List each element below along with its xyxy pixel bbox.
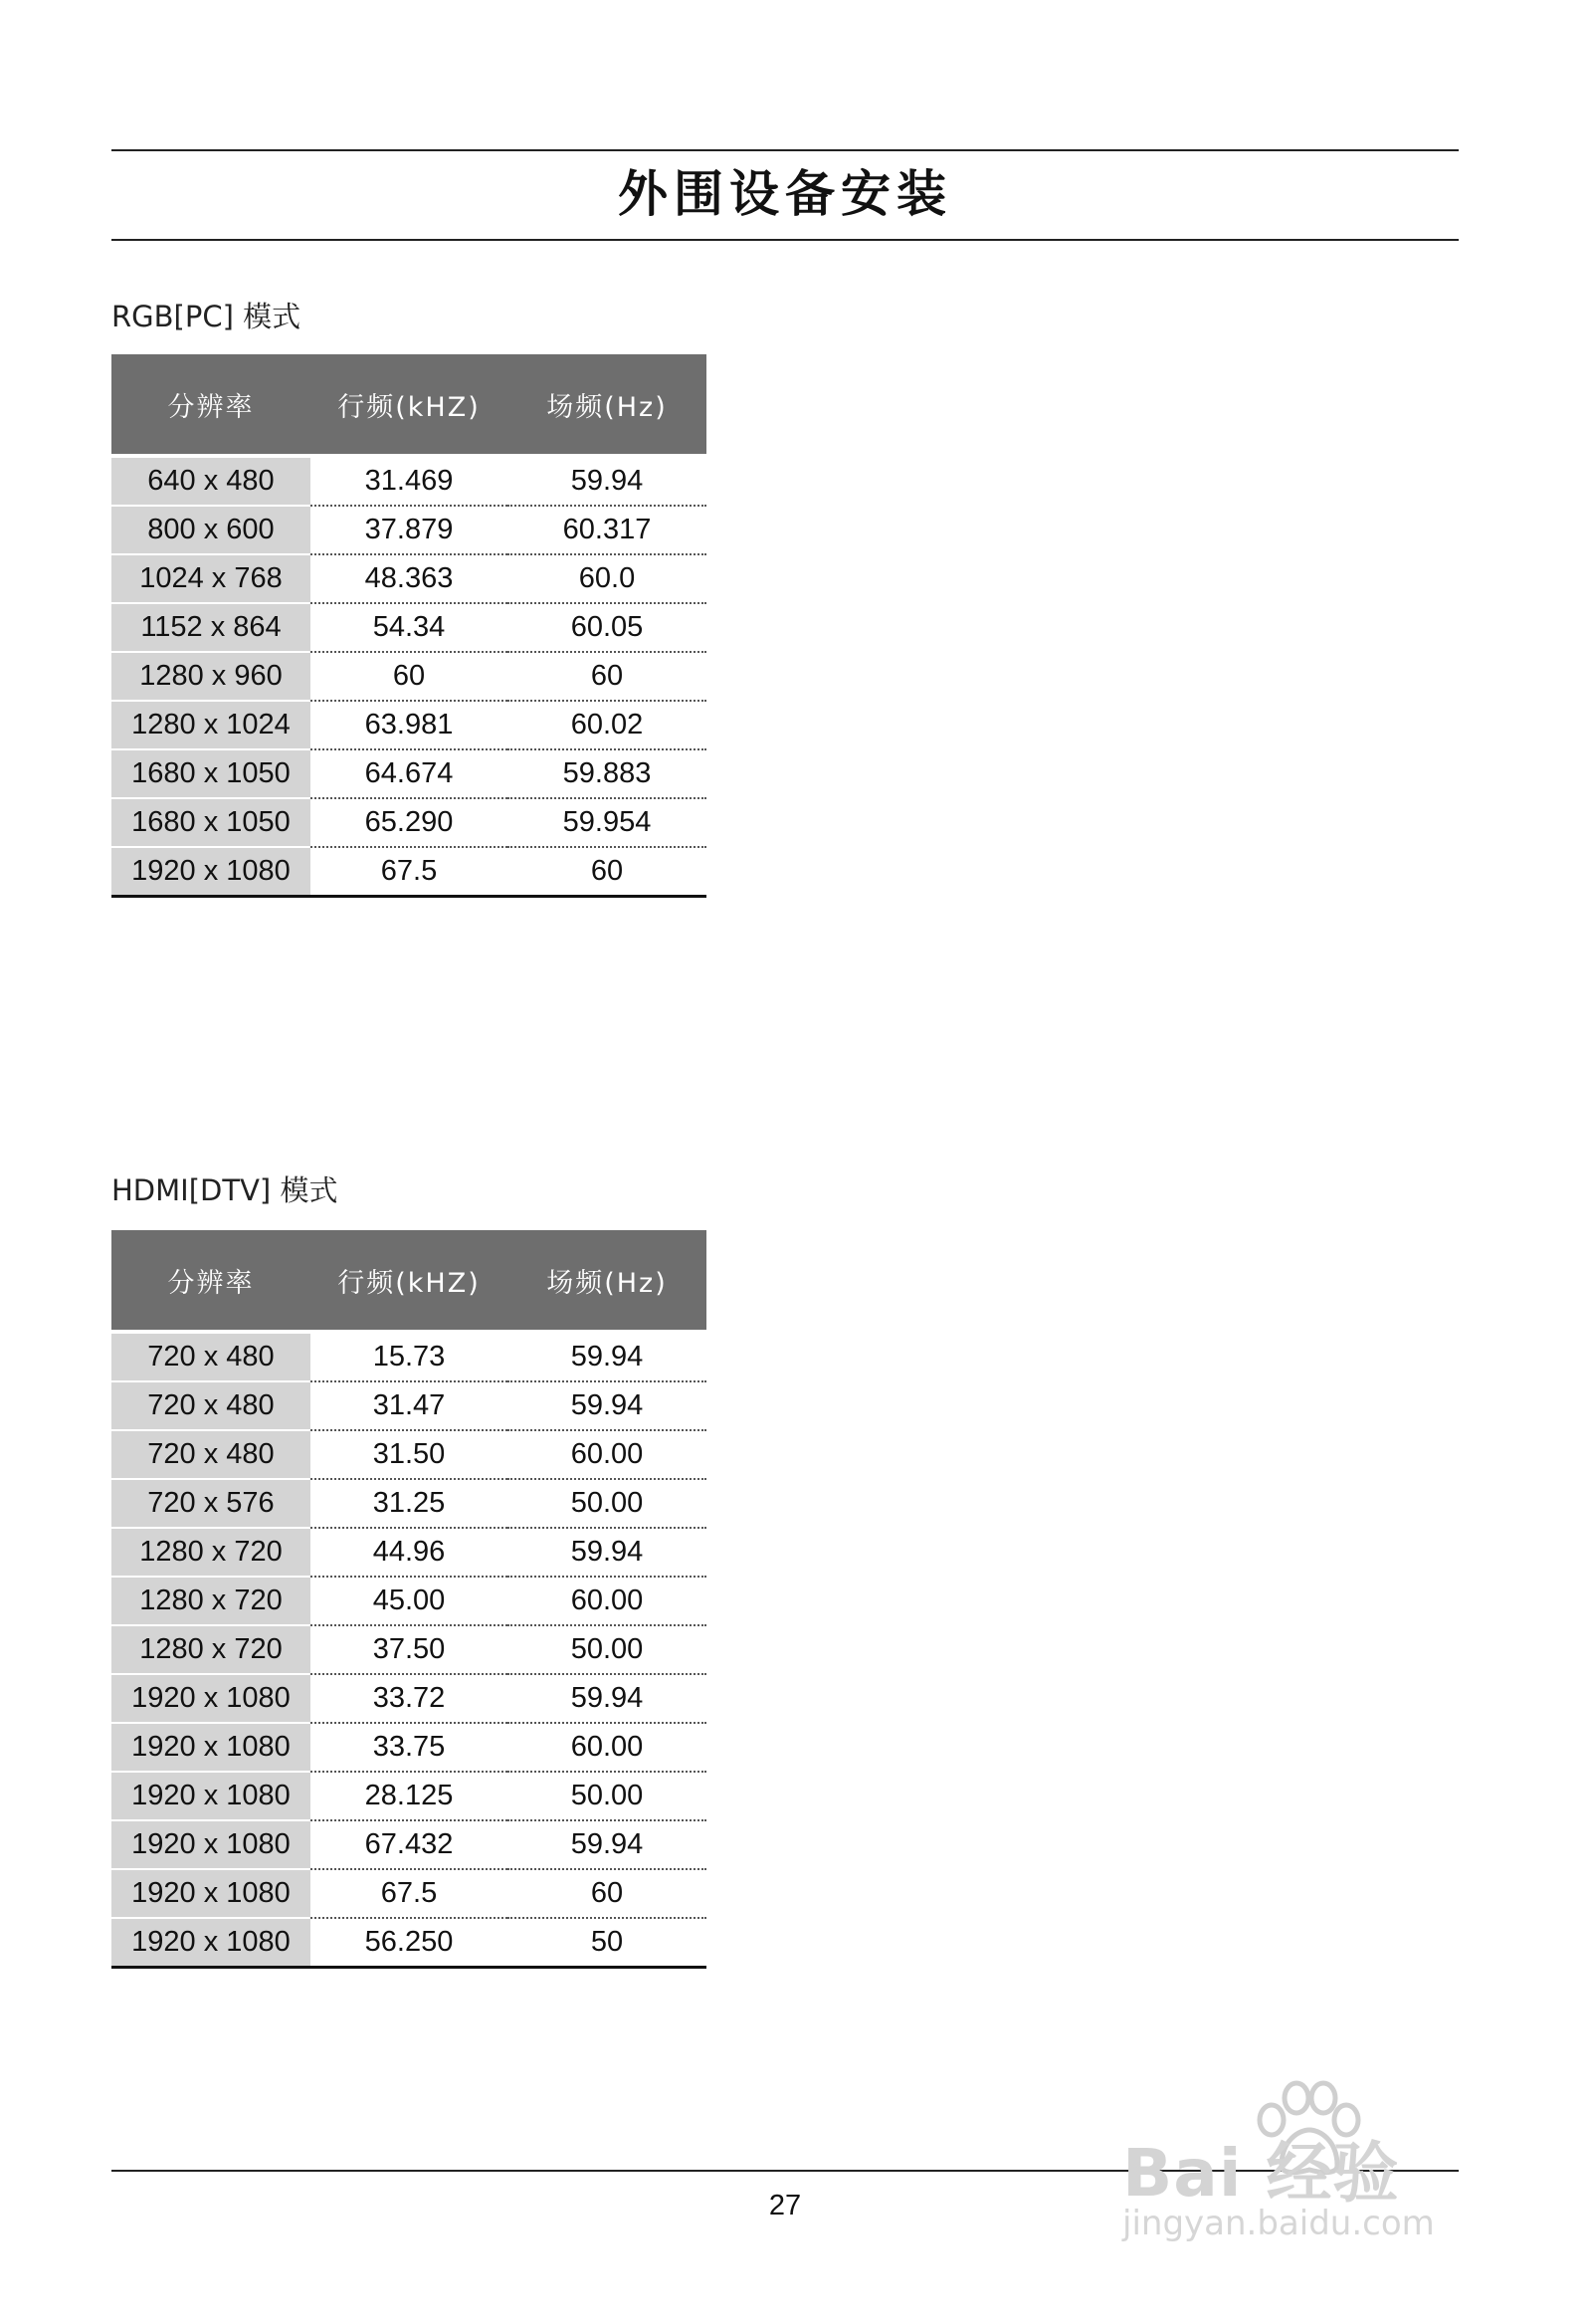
resolution-cell: 720 x 480 — [111, 1430, 310, 1479]
vertical-frequency-cell: 50.00 — [507, 1479, 706, 1528]
watermark-brand: Bai 经验 — [1122, 2135, 1400, 2212]
horizontal-frequency-cell: 31.469 — [310, 456, 507, 506]
table-row — [111, 456, 706, 506]
table-row — [111, 1918, 706, 1968]
resolution-cell: 1280 x 960 — [111, 652, 310, 701]
horizontal-frequency-cell: 54.34 — [310, 603, 507, 652]
vertical-frequency-cell: 60.0 — [507, 554, 706, 603]
vertical-frequency-cell: 50.00 — [507, 1772, 706, 1820]
vertical-frequency-cell: 60.02 — [507, 701, 706, 749]
horizontal-frequency-cell: 63.981 — [310, 701, 507, 749]
resolution-cell: 1280 x 720 — [111, 1577, 310, 1625]
horizontal-frequency-cell: 60 — [310, 652, 507, 701]
watermark — [1122, 2078, 1500, 2257]
table-row — [111, 1332, 706, 1381]
resolution-cell: 720 x 480 — [111, 1332, 310, 1381]
vertical-frequency-cell: 60.05 — [507, 603, 706, 652]
horizontal-frequency-cell: 44.96 — [310, 1528, 507, 1577]
horizontal-frequency-cell: 37.50 — [310, 1625, 507, 1674]
hdmi-mode-table — [111, 1230, 706, 1969]
vertical-frequency-cell: 60.00 — [507, 1577, 706, 1625]
horizontal-frequency-cell: 31.25 — [310, 1479, 507, 1528]
vertical-frequency-cell: 59.94 — [507, 456, 706, 506]
resolution-cell: 1920 x 1080 — [111, 1820, 310, 1869]
vertical-frequency-cell: 59.94 — [507, 1674, 706, 1723]
horizontal-frequency-cell: 31.47 — [310, 1381, 507, 1430]
horizontal-frequency-cell: 67.5 — [310, 847, 507, 897]
table-row — [111, 603, 706, 652]
horizontal-frequency-cell: 31.50 — [310, 1430, 507, 1479]
horizontal-frequency-cell: 37.879 — [310, 506, 507, 554]
vertical-frequency-cell: 60 — [507, 847, 706, 897]
hdmi-section-label: HDMI[DTV] 模式 — [111, 1173, 338, 1207]
vertical-frequency-cell: 60.317 — [507, 506, 706, 554]
horizontal-frequency-cell: 67.432 — [310, 1820, 507, 1869]
vertical-frequency-cell: 50.00 — [507, 1625, 706, 1674]
resolution-cell: 720 x 576 — [111, 1479, 310, 1528]
horizontal-frequency-cell: 64.674 — [310, 749, 507, 798]
horizontal-frequency-cell: 33.72 — [310, 1674, 507, 1723]
resolution-cell: 1920 x 1080 — [111, 847, 310, 897]
horizontal-frequency-cell: 48.363 — [310, 554, 507, 603]
table-header-row — [111, 1230, 706, 1332]
rgb-section-label: RGB[PC] 模式 — [111, 300, 301, 333]
table-row — [111, 1430, 706, 1479]
table-row — [111, 1772, 706, 1820]
vertical-frequency-cell: 60.00 — [507, 1430, 706, 1479]
vertical-frequency-cell: 60.00 — [507, 1723, 706, 1772]
column-header-vertical-frequency: 场频(Hz) — [507, 1230, 706, 1332]
resolution-cell: 1280 x 720 — [111, 1625, 310, 1674]
horizontal-frequency-cell: 28.125 — [310, 1772, 507, 1820]
column-header-horizontal-frequency: 行频(kHZ) — [310, 354, 507, 456]
vertical-frequency-cell: 59.94 — [507, 1528, 706, 1577]
horizontal-frequency-cell: 67.5 — [310, 1869, 507, 1918]
title-bottom-rule — [111, 239, 1459, 241]
resolution-cell: 720 x 480 — [111, 1381, 310, 1430]
table-row — [111, 1528, 706, 1577]
vertical-frequency-cell: 59.883 — [507, 749, 706, 798]
table-row — [111, 1674, 706, 1723]
table-row — [111, 506, 706, 554]
resolution-cell: 1920 x 1080 — [111, 1869, 310, 1918]
watermark-url: jingyan.baidu.com — [1122, 2204, 1435, 2243]
column-header-vertical-frequency: 场频(Hz) — [507, 354, 706, 456]
table-row — [111, 554, 706, 603]
resolution-cell: 1024 x 768 — [111, 554, 310, 603]
rgb-mode-table — [111, 354, 706, 898]
resolution-cell: 1920 x 1080 — [111, 1772, 310, 1820]
resolution-cell: 800 x 600 — [111, 506, 310, 554]
vertical-frequency-cell: 59.94 — [507, 1820, 706, 1869]
table-row — [111, 701, 706, 749]
resolution-cell: 1920 x 1080 — [111, 1723, 310, 1772]
table-row — [111, 847, 706, 897]
page-title: 外围设备安装 — [618, 165, 952, 223]
vertical-frequency-cell: 59.94 — [507, 1332, 706, 1381]
table-row — [111, 1625, 706, 1674]
horizontal-frequency-cell: 45.00 — [310, 1577, 507, 1625]
resolution-cell: 1680 x 1050 — [111, 798, 310, 847]
horizontal-frequency-cell: 33.75 — [310, 1723, 507, 1772]
resolution-cell: 1680 x 1050 — [111, 749, 310, 798]
table-row — [111, 1381, 706, 1430]
vertical-frequency-cell: 60 — [507, 1869, 706, 1918]
table-row — [111, 1820, 706, 1869]
resolution-cell: 1920 x 1080 — [111, 1674, 310, 1723]
resolution-cell: 1280 x 720 — [111, 1528, 310, 1577]
table-row — [111, 1577, 706, 1625]
vertical-frequency-cell: 60 — [507, 652, 706, 701]
resolution-cell: 1280 x 1024 — [111, 701, 310, 749]
title-top-rule — [111, 149, 1459, 151]
vertical-frequency-cell: 59.954 — [507, 798, 706, 847]
vertical-frequency-cell: 50 — [507, 1918, 706, 1968]
vertical-frequency-cell: 59.94 — [507, 1381, 706, 1430]
horizontal-frequency-cell: 65.290 — [310, 798, 507, 847]
resolution-cell: 1920 x 1080 — [111, 1918, 310, 1968]
table-header-row — [111, 354, 706, 456]
table-row — [111, 1723, 706, 1772]
resolution-cell: 1152 x 864 — [111, 603, 310, 652]
table-row — [111, 798, 706, 847]
horizontal-frequency-cell: 15.73 — [310, 1332, 507, 1381]
column-header-resolution: 分辨率 — [111, 1230, 310, 1332]
table-row — [111, 1869, 706, 1918]
table-row — [111, 652, 706, 701]
page-number: 27 — [768, 2190, 802, 2221]
table-row — [111, 749, 706, 798]
column-header-resolution: 分辨率 — [111, 354, 310, 456]
horizontal-frequency-cell: 56.250 — [310, 1918, 507, 1968]
column-header-horizontal-frequency: 行频(kHZ) — [310, 1230, 507, 1332]
resolution-cell: 640 x 480 — [111, 456, 310, 506]
table-row — [111, 1479, 706, 1528]
